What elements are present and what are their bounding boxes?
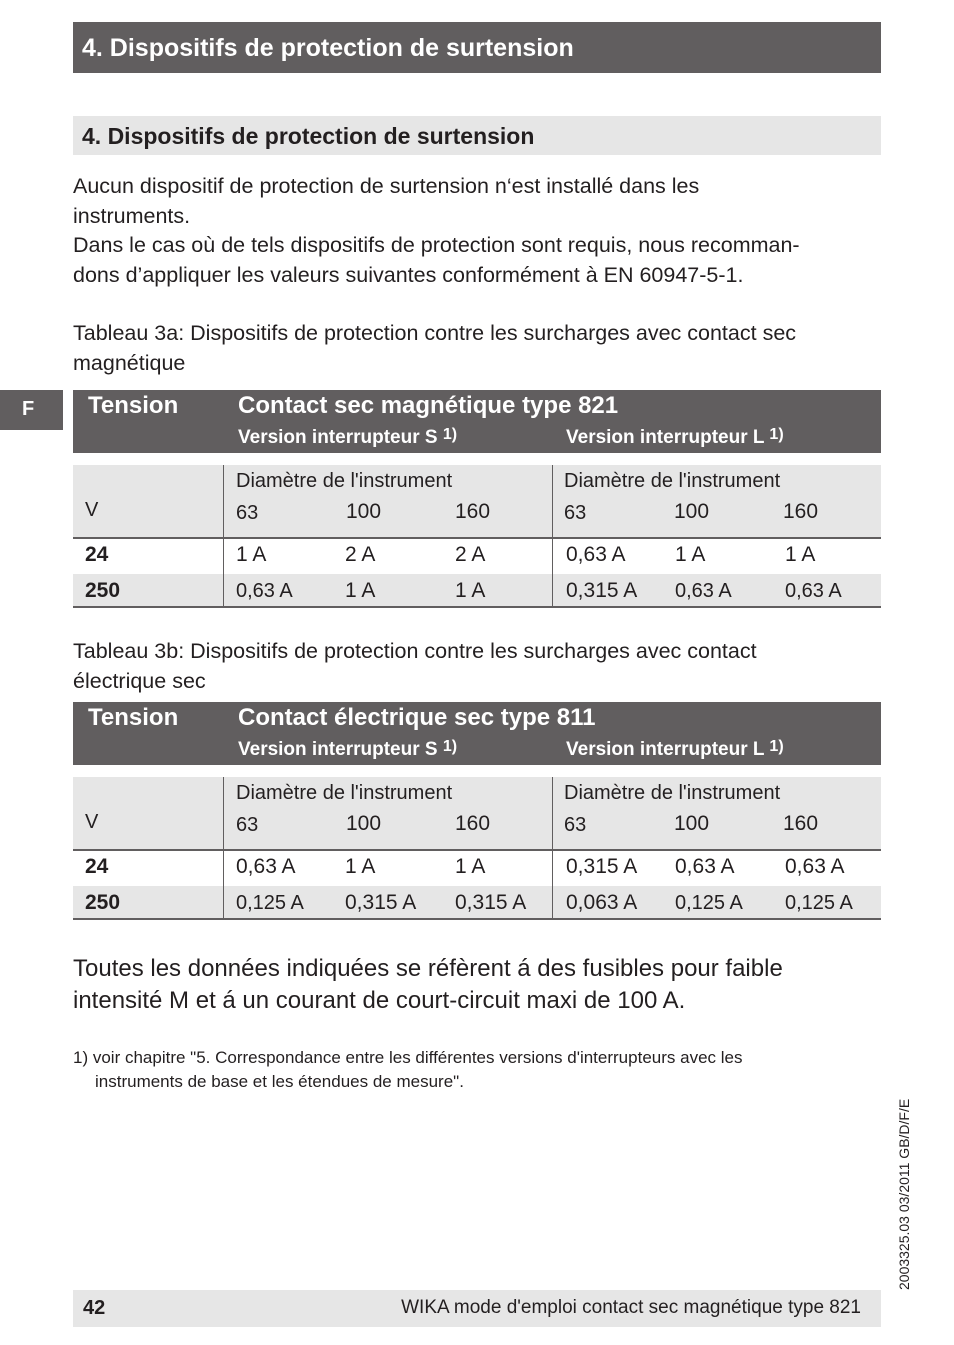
- value-cell: 1 A: [236, 543, 267, 566]
- intro-line: Dans le cas où de tels dispositifs de protection sont requis, nous recomman-: [73, 233, 800, 257]
- value-cell: 0,315 A: [455, 891, 527, 914]
- table-b: [73, 702, 881, 922]
- diameter-value: 160: [455, 500, 491, 523]
- note-line: Toutes les données indiquées se réfèrent á des fusibles pour faible: [73, 955, 783, 982]
- table-b-caption: [73, 637, 883, 696]
- value-cell: 0,63 A: [785, 580, 842, 602]
- value-cell: 0,315 A: [566, 855, 638, 878]
- table-header: [73, 390, 881, 453]
- version-s-header: Version interrupteur S $^{1)}$: [238, 738, 458, 760]
- footer-title: WIKA mode d'emploi contact sec magnétique type 821: [401, 1297, 861, 1318]
- value-cell: 0,63 A: [675, 855, 735, 878]
- column-tension: Tension: [88, 704, 179, 731]
- voltage-cell: 24: [85, 543, 109, 566]
- table-a-caption: [73, 319, 883, 378]
- footnote: [73, 1046, 873, 1093]
- section-title: 4. Dispositifs de protection de surtension: [73, 116, 881, 155]
- footnote-ref: 1): [769, 738, 784, 755]
- diameter-value: 100: [674, 500, 710, 523]
- table-a: [73, 390, 881, 610]
- value-cell: 2 A: [455, 543, 486, 566]
- table-title: Contact sec magnétique type 821: [238, 392, 619, 419]
- language-tab: F: [0, 390, 63, 430]
- intro-line: Aucun dispositif de protection de surtension n‘est installé dans les: [73, 174, 700, 198]
- value-cell: 1 A: [455, 855, 486, 878]
- table-header: [73, 702, 881, 765]
- footnote-ref: 1): [442, 426, 458, 443]
- divider: [73, 606, 881, 608]
- value-cell: 1 A: [785, 543, 816, 566]
- value-cell: 1 A: [675, 543, 706, 566]
- column-divider: [223, 777, 224, 920]
- value-cell: 0,63 A: [566, 543, 626, 566]
- unit-label: V: [85, 499, 99, 521]
- diameter-value: 100: [346, 812, 382, 835]
- intro-line: instruments.: [73, 203, 191, 228]
- footnote-ref: 1): [769, 426, 784, 443]
- value-cell: 0,63 A: [675, 580, 732, 602]
- page-footer: [73, 1290, 881, 1327]
- footnote-ref: 1): [442, 738, 458, 755]
- column-divider: [552, 465, 553, 608]
- column-tension: Tension: [88, 392, 179, 419]
- diameter-label: Diamètre de l'instrument: [236, 470, 453, 492]
- column-divider: [552, 777, 553, 920]
- diameter-value: 63: [236, 502, 259, 524]
- caption-line: électrique sec: [73, 668, 206, 693]
- divider: [73, 849, 881, 851]
- divider: [73, 537, 881, 539]
- caption-line: magnétique: [73, 350, 186, 375]
- intro-line: dons d’appliquer les valeurs suivantes conformément à EN 60947-5-1.: [73, 262, 744, 287]
- footnote-line: instruments de base et les étendues de mesure".: [95, 1071, 464, 1091]
- diameter-label: Diamètre de l'instrument: [564, 470, 781, 492]
- column-divider: [223, 465, 224, 608]
- unit-label: V: [85, 811, 99, 833]
- table-title: Contact électrique sec type 811: [238, 704, 596, 731]
- value-cell: 0,063 A: [566, 891, 638, 914]
- voltage-cell: 250: [85, 891, 121, 914]
- page-number: 42: [83, 1297, 106, 1319]
- table-subheader: [73, 777, 881, 849]
- diameter-value: 160: [783, 500, 819, 523]
- value-cell: 0,125 A: [675, 892, 743, 914]
- value-cell: 0,125 A: [236, 892, 304, 914]
- diameter-value: 63: [564, 502, 587, 524]
- version-l-header: Version interrupteur L $^{1)}$: [566, 738, 784, 760]
- value-cell: 0,63 A: [785, 855, 845, 878]
- diameter-value: 160: [455, 812, 491, 835]
- divider: [73, 918, 881, 920]
- footnote-line: 1) voir chapitre "5. Correspondance entre les différentes versions d'interrupteurs avec les: [73, 1048, 743, 1067]
- diameter-label: Diamètre de l'instrument: [236, 782, 453, 804]
- diameter-value: 63: [236, 814, 259, 836]
- intro-paragraph: [73, 172, 883, 290]
- value-cell: 0,315 A: [345, 891, 417, 914]
- value-cell: 0,125 A: [785, 892, 853, 914]
- table-subheader: [73, 465, 881, 537]
- note-line: intensité M et á un courant de court-circuit maxi de 100 A.: [73, 987, 686, 1014]
- value-cell: 0,63 A: [236, 855, 296, 878]
- caption-line: Tableau 3b: Dispositifs de protection contre les surcharges avec contact: [73, 639, 757, 663]
- voltage-cell: 250: [85, 579, 121, 602]
- diameter-value: 63: [564, 814, 587, 836]
- diameter-label: Diamètre de l'instrument: [564, 782, 781, 804]
- value-cell: 0,315 A: [566, 579, 638, 602]
- value-cell: 1 A: [455, 579, 486, 602]
- value-cell: 1 A: [345, 579, 376, 602]
- diameter-value: 160: [783, 812, 819, 835]
- value-cell: 2 A: [345, 543, 376, 566]
- document-code: 2003325.03 03/2011 GB/D/F/E: [896, 1098, 912, 1290]
- page-header: 4. Dispositifs de protection de surtension: [73, 22, 881, 73]
- value-cell: 1 A: [345, 855, 376, 878]
- value-cell: 0,63 A: [236, 580, 293, 602]
- diameter-value: 100: [674, 812, 710, 835]
- voltage-cell: 24: [85, 855, 109, 878]
- fuse-note: [73, 953, 873, 1017]
- version-s-header: Version interrupteur S $^{1)}$: [238, 426, 458, 448]
- diameter-value: 100: [346, 500, 382, 523]
- caption-line: Tableau 3a: Dispositifs de protection contre les surcharges avec contact sec: [73, 321, 797, 345]
- version-l-header: Version interrupteur L $^{1)}$: [566, 426, 784, 448]
